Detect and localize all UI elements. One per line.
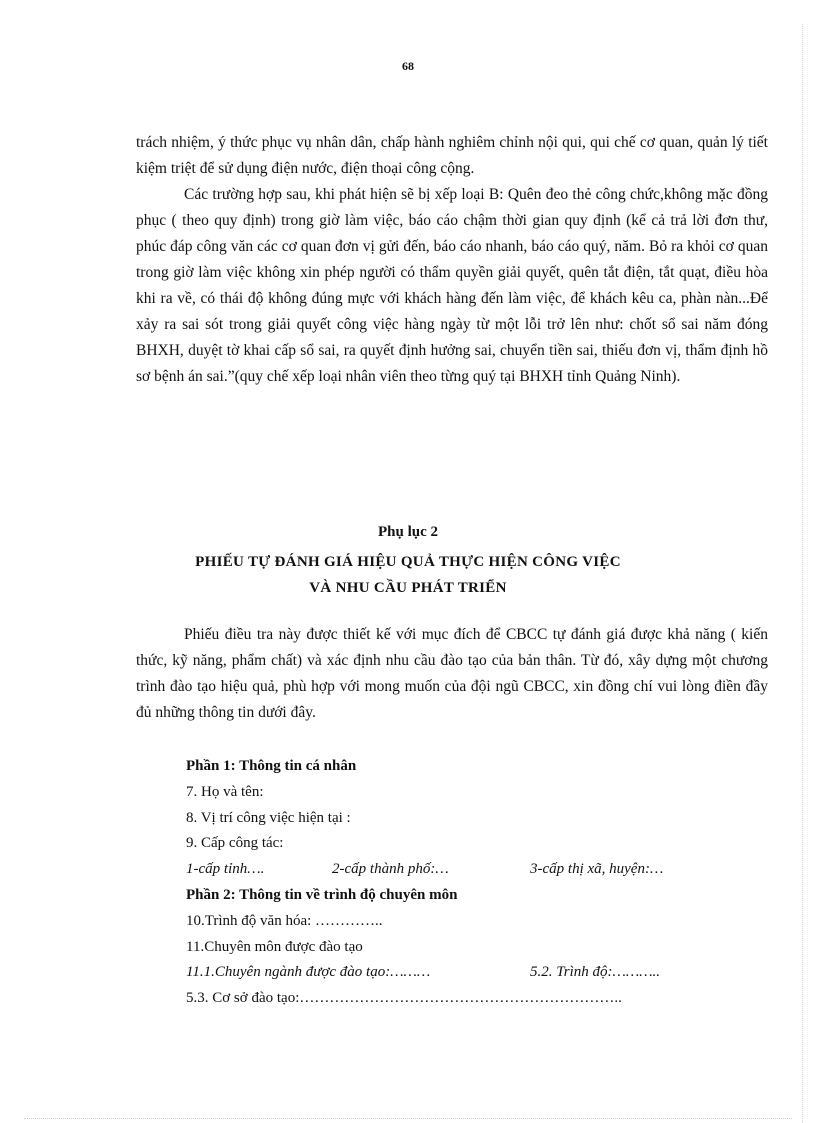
field-current-position: 8. Vị trí công việc hiện tại : [186, 809, 351, 826]
appendix-label: Phụ lục 2 [377, 524, 438, 540]
intro-section [136, 130, 768, 390]
field-full-name: 7. Họ và tên: [186, 783, 264, 800]
page-number: 68 [402, 59, 414, 73]
part2-heading: Phần 2: Thông tin về trình độ chuyên môn [186, 886, 458, 903]
part1-heading: Phần 1: Thông tin cá nhân [186, 758, 357, 774]
field-work-level: 9. Cấp công tác: [186, 835, 284, 852]
option-province-level: 1-cấp tỉnh…. [186, 861, 265, 878]
option-city-level: 2-cấp thành phố:… [332, 861, 449, 878]
field-major: 11.1.Chuyên ngành được đào tạo:……… [186, 964, 431, 981]
work-level-options [186, 857, 746, 883]
form-title-line-1: PHIẾU TỰ ĐÁNH GIÁ HIỆU QUẢ THỰC HIỆN CÔNG VIỆC [195, 554, 621, 570]
appendix-intro-paragraph: Phiếu điều tra này được thiết kế với mục đích để CBCC tự đánh giá được khả năng ( kiến thức, kỹ năng, phẩm chất) và xác định nhu cầu đào tạo của bản thân. Từ đó, xây dựng một chương trình đào tạo hiệu quả, phù hợp với mong muốn của đội ngũ CBCC, xin đồng chí vui lòng điền đầy đủ những thông tin dưới đây. [136, 626, 768, 721]
field-education-level: 10.Trình độ văn hóa: ………….. [186, 912, 383, 929]
field-specialization: 11.Chuyên môn được đào tạo [186, 938, 363, 955]
field-degree: 5.2. Trình độ:……….. [530, 964, 661, 981]
survey-form [186, 754, 746, 1012]
intro-paragraph-2: Các trường hợp sau, khi phát hiện sẽ bị xếp loại B: Quên đeo thẻ công chức,không mặc đồng phục ( theo quy định) trong giờ làm việc, báo cáo chậm thời gian quy định (kể cả trả lời đơn thư, phúc đáp công văn các cơ quan đơn vị gửi đến, báo cáo nhanh, báo cáo quý, năm. Bỏ ra khỏi cơ quan trong giờ làm việc không xin phép người có thẩm quyền giải quyết, quên tắt điện, tắt quạt, điều hòa khi ra về, có thái độ không đúng mực với khách hàng đến làm việc, để khách kêu ca, phàn nàn...Để xảy ra sai sót trong giải quyết công việc hàng ngày từ một lỗi trở lên như: chốt sổ sai năm đóng BHXH, duyệt tờ khai cấp sổ sai, ra quyết định hưởng sai, chuyển tiền sai, thiếu đơn vị, thẩm định hồ sơ bệnh án sai.”(quy chế xếp loại nhân viên theo từng quý tại BHXH tỉnh Quảng Ninh). [136, 186, 768, 385]
form-title-line-2: VÀ NHU CẦU PHÁT TRIỂN [309, 580, 507, 596]
page-edge-divider [802, 24, 803, 1123]
field-institution: 5.3. Cơ sở đào tạo:……………………………………………………….. [186, 990, 622, 1007]
form-title [0, 549, 816, 601]
option-district-level: 3-cấp thị xã, huyện:… [530, 861, 664, 878]
specialization-details [186, 960, 746, 986]
appendix-intro-section [136, 622, 768, 726]
intro-paragraph-1: trách nhiệm, ý thức phục vụ nhân dân, chấp hành nghiêm chỉnh nội qui, qui chế cơ quan, quản lý tiết kiệm triệt để sử dụng điện nước, điện thoại công cộng. [136, 134, 768, 177]
page-bottom-divider [24, 1118, 792, 1119]
